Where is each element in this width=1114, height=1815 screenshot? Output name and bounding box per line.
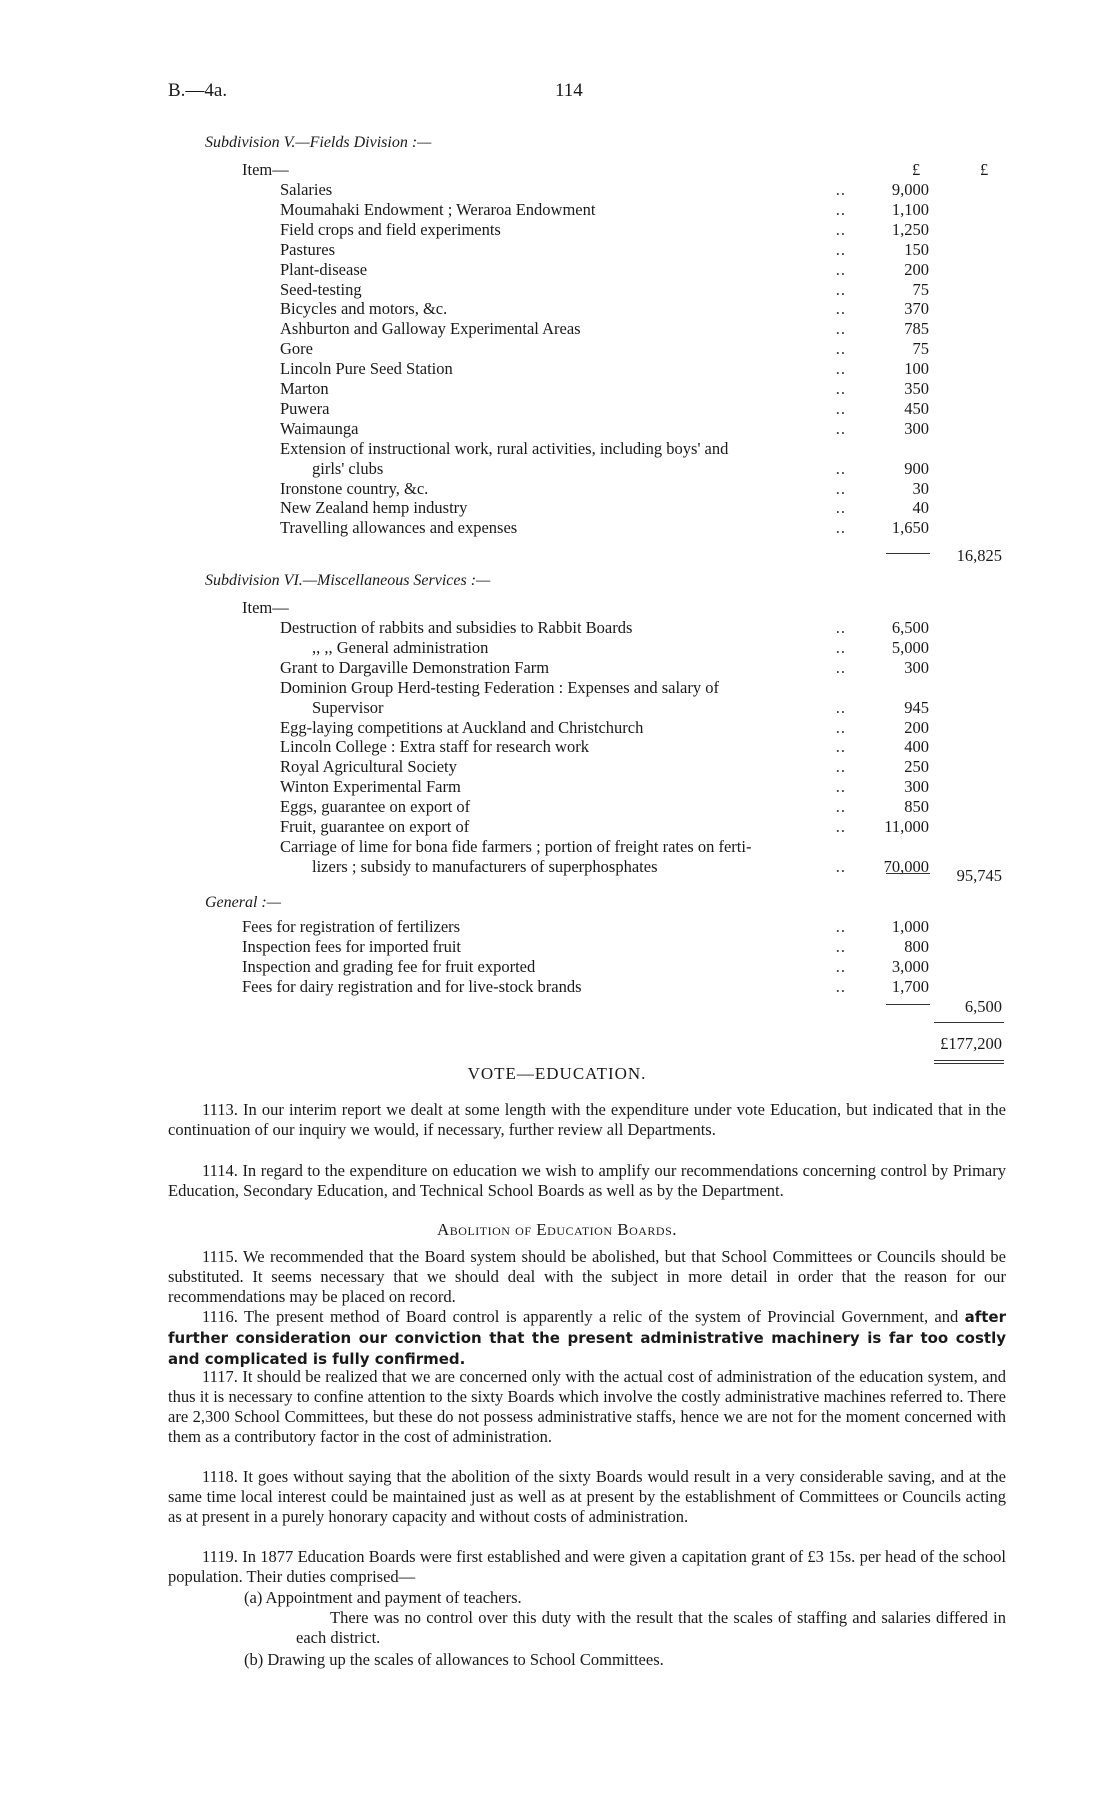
ledger-item-amount: 70,000 xyxy=(883,856,929,876)
ledger-item-description: Ashburton and Galloway Experimental Areas xyxy=(280,319,581,339)
ledger-row xyxy=(0,678,1114,698)
ledger-row xyxy=(0,817,1114,837)
ledger-item-description: girls' clubs xyxy=(312,458,384,478)
leader-dots: .. xyxy=(835,379,846,398)
leader-dots: .. xyxy=(835,339,846,359)
ledger-item-description: Ironstone country, &c. xyxy=(280,478,429,498)
leader-dots: .. xyxy=(835,239,846,259)
subdivision-vi-total: 95,745 xyxy=(956,866,1002,885)
ledger-item-description: Fees for registration of fertilizers xyxy=(242,917,461,936)
ledger-item-amount: 11,000 xyxy=(884,817,929,836)
ledger-item-description: lizers ; subsidy to manufacturers of superphosphates xyxy=(312,856,658,876)
leader-dots: .. xyxy=(835,418,846,438)
leader-dots: .. xyxy=(835,299,846,319)
ledger-row xyxy=(0,698,1114,718)
leader-dots: .. xyxy=(835,180,846,199)
ledger-item-amount: 30 xyxy=(912,478,929,498)
ledger-row xyxy=(0,977,1114,997)
ledger-row xyxy=(0,777,1114,797)
ledger-item-amount: 1,250 xyxy=(891,219,929,239)
subdivision-vi-heading: Subdivision VI.—Miscellaneous Services :— xyxy=(205,572,491,589)
paragraph-1119: 1119. In 1877 Education Boards were first established and were given a capitation grant of £3 15s. per head of the school population. Their duties comprised— xyxy=(168,1547,1006,1586)
ledger-item-description: ,, ,, General administration xyxy=(312,637,489,657)
ledger-row xyxy=(0,737,1114,757)
paragraph-1114: 1114. In regard to the expenditure on education we wish to amplify our recommendations concerning control by Primary Education, Secondary Education, and Technical School Boards as well as by the Department. xyxy=(168,1161,1006,1200)
ledger-item-amount: 400 xyxy=(904,737,929,757)
leader-dots: .. xyxy=(835,917,846,936)
ledger-item-description: Grant to Dargaville Demonstration Farm xyxy=(280,657,550,677)
paragraph-1117: 1117. It should be realized that we are concerned only with the actual cost of administration of the education system, and thus it is necessary to confine attention to the sixty Boards which involve the costly administrative machines referred to. There are 2,300 School Committees, but these do not possess administrative staffs, hence we are not for the moment concerned with them as a contributory factor in the cost of administration. xyxy=(168,1367,1006,1446)
ledger-item-amount: 850 xyxy=(904,797,929,817)
ledger-item-amount: 40 xyxy=(912,498,929,518)
ledger-item-amount: 200 xyxy=(904,717,929,737)
subdivision-v-total-row xyxy=(0,546,1114,566)
ledger-item-amount: 450 xyxy=(904,398,929,418)
grand-total-rule-bottom xyxy=(934,1060,1004,1061)
ledger-row xyxy=(0,718,1114,738)
ledger-row xyxy=(0,518,1114,538)
ledger-row xyxy=(0,319,1114,339)
ledger-item-amount: 1,650 xyxy=(891,518,929,538)
ledger-row xyxy=(0,797,1114,817)
leader-dots: .. xyxy=(835,498,846,518)
ledger-row xyxy=(0,439,1114,459)
document-reference: B.—4a. xyxy=(168,80,228,101)
currency-header-amount: £ xyxy=(912,160,921,179)
vote-education-title: VOTE—EDUCATION. xyxy=(467,1064,647,1083)
ledger-row xyxy=(0,459,1114,479)
leader-dots: .. xyxy=(835,618,846,637)
leader-dots: .. xyxy=(835,657,846,677)
leader-dots: .. xyxy=(835,797,846,817)
leader-dots: .. xyxy=(835,199,846,219)
leader-dots: .. xyxy=(835,697,846,717)
leader-dots: .. xyxy=(835,717,846,737)
duty-a: (a) Appointment and payment of teachers. xyxy=(244,1588,522,1607)
ledger-item-description: Gore xyxy=(280,339,313,359)
ledger-item-amount: 75 xyxy=(912,339,929,359)
ledger-row xyxy=(0,638,1114,658)
ledger-item-description: Bicycles and motors, &c. xyxy=(280,299,448,319)
ledger-item-description: Supervisor xyxy=(312,697,384,717)
ledger-item-description: Field crops and field experiments xyxy=(280,219,501,239)
ledger-item-amount: 300 xyxy=(904,657,929,677)
ledger-item-amount: 9,000 xyxy=(891,180,929,199)
ledger-row xyxy=(0,399,1114,419)
leader-dots: .. xyxy=(835,359,846,379)
leader-dots: .. xyxy=(835,518,846,538)
paragraph-1113: 1113. In our interim report we dealt at some length with the expenditure under vote Education, but indicated that in the continuation of our inquiry we would, if necessary, further review all Departments. xyxy=(168,1100,1006,1139)
ledger-item-description: Lincoln Pure Seed Station xyxy=(280,359,453,379)
ledger-row xyxy=(0,200,1114,220)
ledger-item-description: Seed-testing xyxy=(280,279,362,299)
leader-dots: .. xyxy=(835,856,846,876)
ledger-item-amount: 300 xyxy=(904,418,929,438)
leader-dots: .. xyxy=(835,817,846,836)
paragraph-1116 xyxy=(168,1307,1006,1370)
ledger-row xyxy=(0,757,1114,777)
ledger-item-amount: 3,000 xyxy=(891,956,929,976)
ledger-item-amount: 300 xyxy=(904,777,929,797)
ledger-item-amount: 1,000 xyxy=(891,917,929,936)
ledger-item-description: Egg-laying competitions at Auckland and Christchurch xyxy=(280,717,644,737)
grand-total-row xyxy=(0,1034,1114,1054)
ledger-row xyxy=(0,658,1114,678)
ledger-item-description: Salaries xyxy=(280,180,333,199)
duty-a-note: There was no control over this duty with the result that the scales of staffing and salaries differed in each district. xyxy=(296,1608,1006,1647)
ledger-row xyxy=(0,479,1114,499)
ledger-item-description: Extension of instructional work, rural activities, including boys' and xyxy=(280,438,729,458)
ledger-item-amount: 150 xyxy=(904,239,929,259)
grand-total: £177,200 xyxy=(940,1034,1002,1053)
ledger-row xyxy=(0,339,1114,359)
ledger-row xyxy=(0,379,1114,399)
leader-dots: .. xyxy=(835,777,846,797)
ledger-item-amount: 1,100 xyxy=(891,199,929,219)
ledger-row xyxy=(0,220,1114,240)
subdivision-v-item-label: Item— xyxy=(242,160,289,179)
ledger-item-description: Puwera xyxy=(280,398,330,418)
general-total: 6,500 xyxy=(964,997,1002,1016)
ledger-item-description: Fruit, guarantee on export of xyxy=(280,817,470,836)
ledger-item-amount: 250 xyxy=(904,757,929,777)
subdivision-v-total: 16,825 xyxy=(956,546,1002,565)
ledger-item-description: Inspection and grading fee for fruit exported xyxy=(242,956,536,976)
ledger-item-description: Lincoln College : Extra staff for research work xyxy=(280,737,589,757)
ledger-item-amount: 350 xyxy=(904,379,929,398)
ledger-item-description: Moumahaki Endowment ; Weraroa Endowment xyxy=(280,199,596,219)
leader-dots: .. xyxy=(835,976,846,996)
ledger-item-amount: 200 xyxy=(904,259,929,279)
general-heading: General :— xyxy=(205,894,281,911)
ledger-item-amount: 800 xyxy=(904,936,929,956)
paragraph-1115: 1115. We recommended that the Board system should be abolished, but that School Committees or Councils should be substituted. It seems necessary that we should deal with the subject in more detail in order that the reason for our recommendations may be placed on record. xyxy=(168,1247,1006,1306)
ledger-item-description: Travelling allowances and expenses xyxy=(280,518,518,538)
ledger-row xyxy=(0,498,1114,518)
ledger-item-description: Dominion Group Herd-testing Federation : Expenses and salary of xyxy=(280,677,719,697)
leader-dots: .. xyxy=(835,458,846,478)
ledger-item-description: New Zealand hemp industry xyxy=(280,498,468,518)
leader-dots: .. xyxy=(835,279,846,299)
leader-dots: .. xyxy=(835,637,846,657)
leader-dots: .. xyxy=(835,757,846,777)
leader-dots: .. xyxy=(835,259,846,279)
ledger-item-description: Eggs, guarantee on export of xyxy=(280,797,471,817)
ledger-item-amount: 100 xyxy=(904,359,929,379)
leader-dots: .. xyxy=(835,956,846,976)
ledger-item-amount: 75 xyxy=(912,279,929,299)
paragraph-1116-text: 1116. The present method of Board control is apparently a relic of the system of Provincial Government, and xyxy=(202,1307,959,1326)
ledger-row xyxy=(0,937,1114,957)
leader-dots: .. xyxy=(835,398,846,418)
ledger-row xyxy=(0,419,1114,439)
leader-dots: .. xyxy=(835,319,846,339)
ledger-item-amount: 370 xyxy=(904,299,929,319)
currency-header-subtotal: £ xyxy=(980,160,989,179)
subdivision-vi-item-label: Item— xyxy=(242,598,289,617)
ledger-item-description: Carriage of lime for bona fide farmers ; portion of freight rates on ferti- xyxy=(280,836,752,856)
ledger-item-description: Inspection fees for imported fruit xyxy=(242,936,462,956)
ledger-row xyxy=(0,260,1114,280)
grand-total-rule-top xyxy=(934,1022,1004,1023)
ledger-item-description: Plant-disease xyxy=(280,259,368,279)
ledger-row xyxy=(0,359,1114,379)
ledger-row xyxy=(0,180,1114,200)
ledger-item-description: Marton xyxy=(280,379,329,398)
subdivision-v-heading: Subdivision V.—Fields Division :— xyxy=(205,134,432,151)
leader-dots: .. xyxy=(835,478,846,498)
ledger-item-amount: 900 xyxy=(904,458,929,478)
section-title-abolition: Abolition of Education Boards. xyxy=(437,1220,677,1239)
ledger-row xyxy=(0,618,1114,638)
ledger-item-amount: 785 xyxy=(904,319,929,339)
ledger-item-description: Waimaunga xyxy=(280,418,359,438)
paragraph-1116-emphasis: after further consideration our conviction that the present administrative machinery is far too costly and complicated is fully confirmed. xyxy=(168,1308,1006,1368)
leader-dots: .. xyxy=(835,936,846,956)
ledger-item-amount: 945 xyxy=(904,697,929,717)
ledger-row xyxy=(0,299,1114,319)
ledger-item-description: Pastures xyxy=(280,239,335,259)
ledger-item-amount: 6,500 xyxy=(891,618,929,637)
ledger-row xyxy=(0,917,1114,937)
duty-b: (b) Drawing up the scales of allowances to School Committees. xyxy=(244,1650,664,1669)
leader-dots: .. xyxy=(835,737,846,757)
ledger-row xyxy=(0,837,1114,857)
ledger-item-description: Destruction of rabbits and subsidies to Rabbit Boards xyxy=(280,618,633,637)
ledger-item-amount: 1,700 xyxy=(891,976,929,996)
ledger-row xyxy=(0,240,1114,260)
ledger-item-description: Fees for dairy registration and for live-stock brands xyxy=(242,976,582,996)
page-number: 114 xyxy=(555,80,583,101)
subdivision-vi-total-row xyxy=(0,866,1114,886)
ledger-item-description: Royal Agricultural Society xyxy=(280,757,457,777)
leader-dots: .. xyxy=(835,219,846,239)
ledger-row xyxy=(0,957,1114,977)
ledger-item-amount: 5,000 xyxy=(891,637,929,657)
ledger-item-description: Winton Experimental Farm xyxy=(280,777,461,797)
ledger-row xyxy=(0,280,1114,300)
general-total-row xyxy=(0,997,1114,1017)
paragraph-1118: 1118. It goes without saying that the abolition of the sixty Boards would result in a very considerable saving, and at the same time local interest could be maintained just as well as at present by the establishment of Committees or Councils acting as at present in a purely honorary capacity and without costs of administration. xyxy=(168,1467,1006,1526)
